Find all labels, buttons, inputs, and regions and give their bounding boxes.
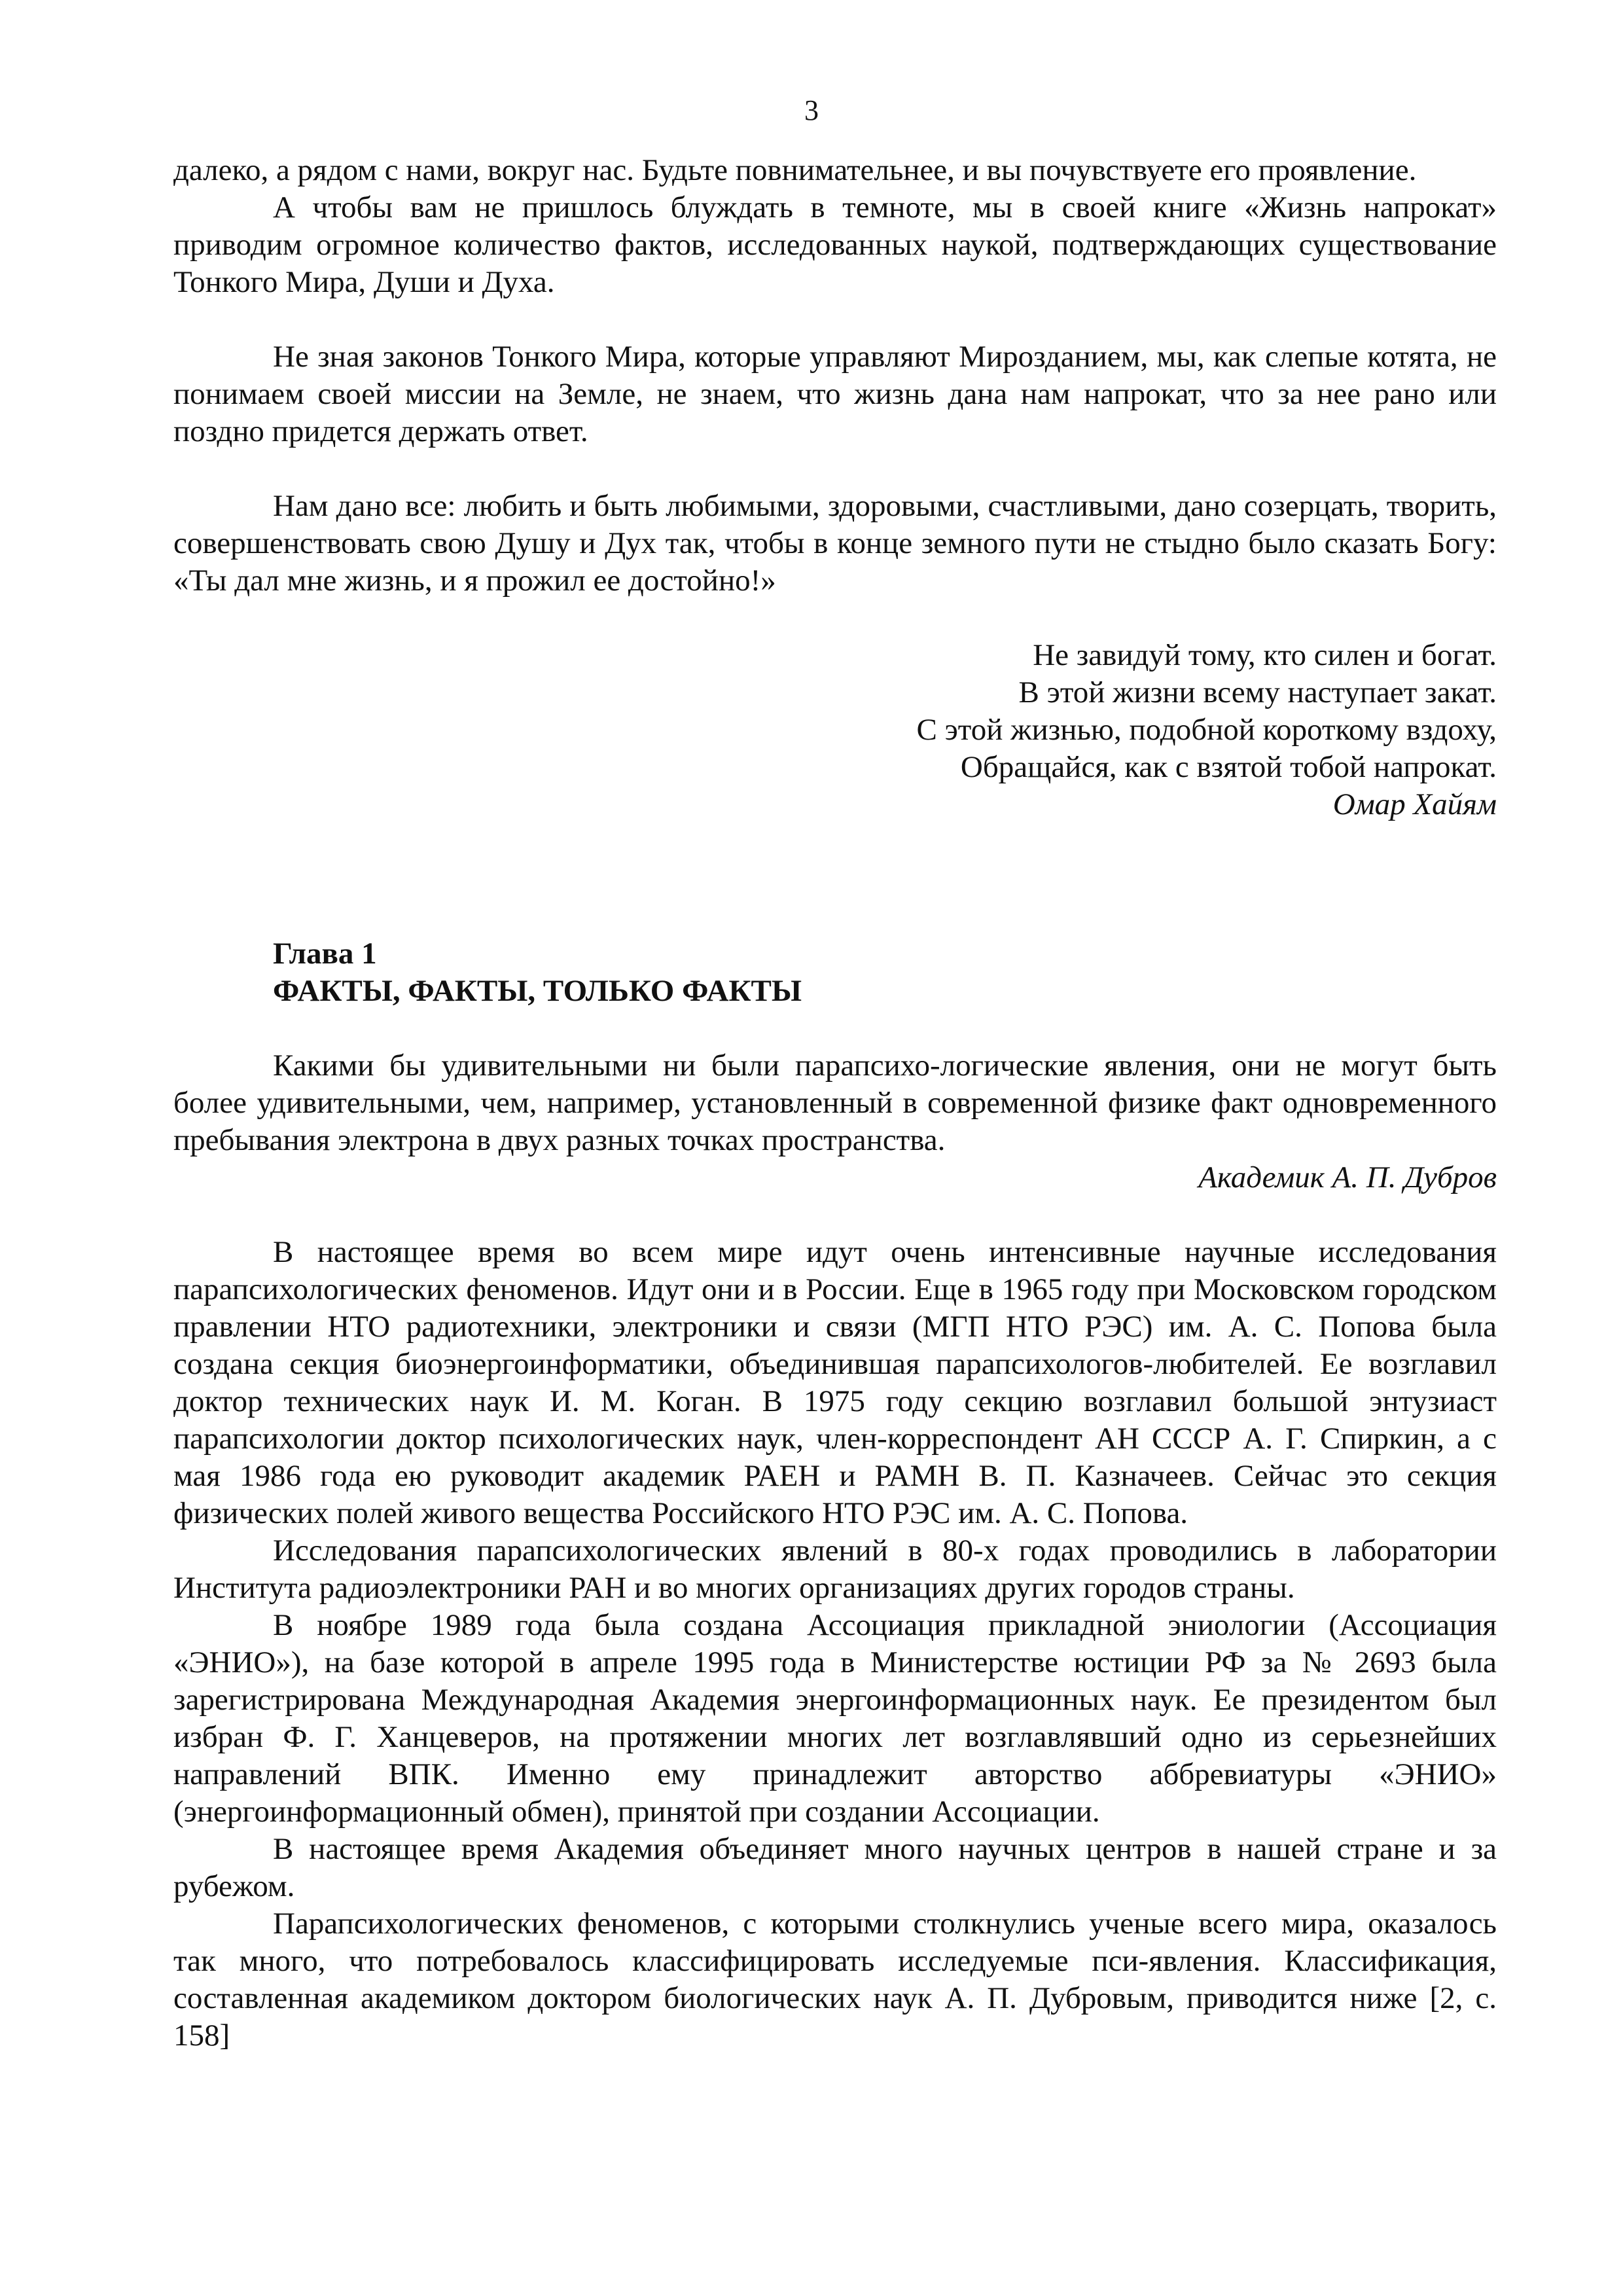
body-paragraph-80s-research: Исследования парапсихологических явлений в 80-х годах проводились в лаборатории Института радиоэлектроники РАН и во многих организациях других городов страны. [173, 1534, 1497, 1605]
epigraph-author: Академик А. П. Дубров [1198, 1160, 1497, 1194]
intro-paragraph-gifts: Нам дано все: любить и быть любимыми, здоровыми, счастливыми, дано созерцать, творить, совершенствовать свою Душу и Дух так, чтобы в конце земного пути не стыдно было сказать Богу: «Ты дал мне жизнь, и я прожил ее достойно!» [173, 489, 1497, 598]
chapter-heading [173, 935, 1497, 1010]
body-paragraph-classification: Парапсихологических феноменов, с которыми столкнулись ученые всего мира, оказалось так много, что потребовалось классифицировать исследуемые пси-явления. Классификация, составленная академиком доктором биологических наук А. П. Дубровым, приводится ниже [2, с. 158] [173, 1907, 1497, 2053]
spacer [173, 301, 1497, 338]
spacer [173, 898, 1497, 935]
poem-author: Омар Хайям [1332, 787, 1497, 821]
poem-quote [173, 637, 1497, 823]
poem-line: Не завидуй тому, кто силен и богат. [1033, 638, 1497, 672]
epigraph [173, 1047, 1497, 1196]
document-body [173, 152, 1497, 2054]
body-paragraph-enio-association: В ноябре 1989 года была создана Ассоциация прикладной эниологии (Ассоциация «ЭНИО»), на базе которой в апреле 1995 года в Министерстве юстиции РФ за № 2693 была зарегистрирована Международная Академия энергоинформационных наук. Ее президентом был избран Ф. Г. Ханцеверов, на протяжении многих лет возглавлявший одно из серьезнейших направлений ВПК. Именно ему принадлежит авторство аббревиатуры «ЭНИО» (энергоинформационный обмен), принятой при создании Ассоциации. [173, 1608, 1497, 1829]
epigraph-text: Какими бы удивительными ни были парапсихо-логические явления, они не могут быть более удивительными, чем, например, установленный в современной физике факт одновременного пребывания электрона в двух разных точках пространства. [173, 1049, 1497, 1157]
intro-paragraph-book-reference: А чтобы вам не пришлось блуждать в темноте, мы в своей книге «Жизнь напрокат» приводим огромное количество фактов, исследованных наукой, подтверждающих существование Тонкого Мира, Души и Духа. [173, 190, 1497, 299]
body-paragraph-research-history: В настоящее время во всем мире идут очень интенсивные научные исследования парапсихологических феноменов. Идут они и в России. Еще в 1965 году при Московском городском правлении НТО радиотехники, электроники и связи (МГП НТО РЭС) им. А. С. Попова была создана секция биоэнергоинформатики, объединившая парапсихологов-любителей. Ее возглавил доктор технических наук И. М. Коган. В 1975 году секцию возглавил большой энтузиаст парапсихологии доктор психологических наук, член-корреспондент АН СССР А. Г. Спиркин, а с мая 1986 года ею руководит академик РАЕН и РАМН В. П. Казначеев. Сейчас это секция физических полей живого вещества Российского НТО РЭС им. А. С. Попова. [173, 1235, 1497, 1530]
body-paragraph-academy-today: В настоящее время Академия объединяет много научных центров в нашей стране и за рубежом. [173, 1832, 1497, 1903]
poem-line: Обращайся, как с взятой тобой напрокат. [960, 750, 1497, 784]
poem-line: В этой жизни всему наступает закат. [1018, 675, 1497, 709]
spacer [173, 1010, 1497, 1047]
chapter-label: Глава 1 [273, 937, 377, 971]
chapter-title: ФАКТЫ, ФАКТЫ, ТОЛЬКО ФАКТЫ [273, 974, 802, 1008]
spacer [173, 823, 1497, 898]
spacer [173, 1196, 1497, 1234]
intro-paragraph-laws: Не зная законов Тонкого Мира, которые управляют Мирозданием, мы, как слепые котята, не понимаем своей миссии на Земле, не знаем, что жизнь дана нам напрокат, что за нее рано или поздно придется держать ответ. [173, 340, 1497, 448]
spacer [173, 450, 1497, 488]
spacer [173, 600, 1497, 637]
intro-paragraph-continuation: далеко, а рядом с нами, вокруг нас. Будьте повнимательнее, и вы почувствуете его проявление. [173, 153, 1417, 187]
poem-line: С этой жизнью, подобной короткому вздоху, [916, 713, 1497, 747]
page-number: 3 [804, 94, 819, 126]
